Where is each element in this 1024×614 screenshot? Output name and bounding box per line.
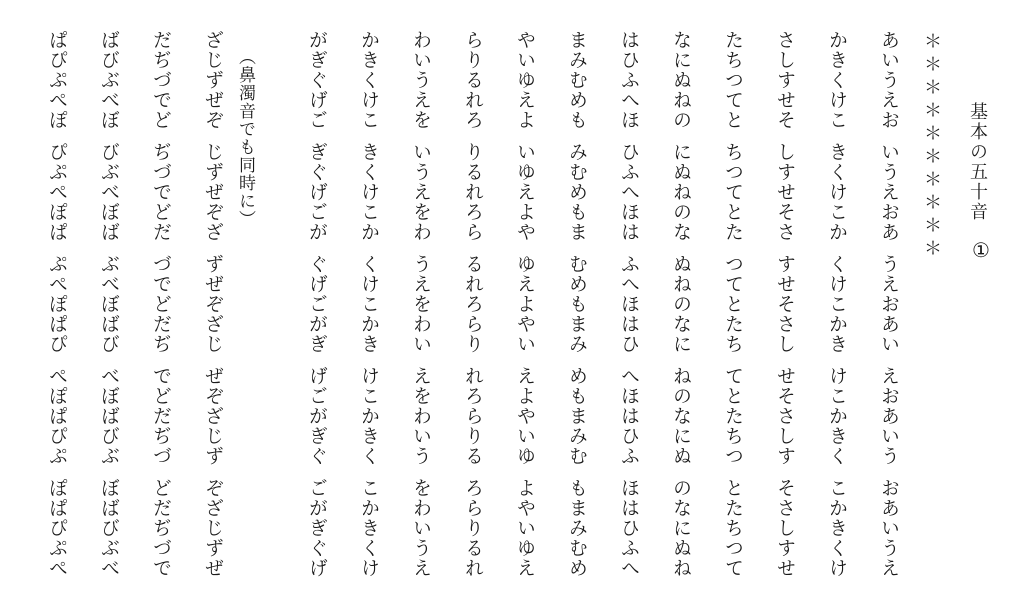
kana-sequence: たちつてと [722, 30, 744, 130]
kana-sequence: るれろらり [462, 254, 484, 354]
page-number: ① [972, 238, 990, 262]
kana-sequence: ぴぷぺぽぱ [46, 142, 68, 242]
kana-sequence: けこかきく [826, 366, 848, 466]
kana-sequence: ひふへほは [618, 142, 640, 242]
kana-sequence: ごがぎぐげ [306, 478, 328, 578]
kana-sequence: ずぜぞざじ [202, 254, 224, 354]
kana-sequence: なにぬねの [670, 30, 692, 130]
kana-sequence: こかきくけ [826, 478, 848, 578]
kana-sequence: むめもまみ [566, 254, 588, 354]
kana-sequence: くけこかき [358, 254, 380, 354]
kana-column [290, 30, 326, 590]
kana-sequence: ばびぶべぼ [98, 30, 120, 130]
kana-sequence: かきくけこ [358, 30, 380, 130]
kana-sequence: ぷぺぽぱぴ [46, 254, 68, 354]
kana-sequence: こかきくけ [358, 478, 380, 578]
kana-sequence: のなにぬね [670, 478, 692, 578]
kana-sequence: ふへほはひ [618, 254, 640, 354]
kana-sequence: きくけこか [826, 142, 848, 242]
kana-column [706, 30, 742, 590]
kana-sequence: ぺぽぱぴぷ [46, 366, 68, 466]
kana-sequence: ぐげごがぎ [306, 254, 328, 354]
kana-sequence: しすせそさ [774, 142, 796, 242]
kana-sequence: あいうえお [878, 30, 900, 130]
kana-sequence: やいゆえよ [514, 30, 536, 130]
kana-sequence: げごがぎぐ [306, 366, 328, 466]
kana-column [758, 30, 794, 590]
kana-sequence: さしすせそ [774, 30, 796, 130]
kana-sequence: らりるれろ [462, 30, 484, 130]
kana-sequence: ざじずぜぞ [202, 30, 224, 130]
kana-sequence: ぎぐげごが [306, 142, 328, 242]
kana-sequence: えよやいゆ [514, 366, 536, 466]
kana-sequence: みむめもま [566, 142, 588, 242]
kana-sequence: りるれろら [462, 142, 484, 242]
kana-sequence: ゆえよやい [514, 254, 536, 354]
kana-sequence: きくけこか [358, 142, 380, 242]
kana-sequence: ぬねのなに [670, 254, 692, 354]
kana-sequence: ぽぱぴぷぺ [46, 478, 68, 578]
kana-sequence: かきくけこ [826, 30, 848, 130]
kana-sequence: せそさしす [774, 366, 796, 466]
kana-column [810, 30, 846, 590]
kana-sequence: すせそさし [774, 254, 796, 354]
kana-sequence: びぶべぼば [98, 142, 120, 242]
kana-sequence: でどだぢづ [150, 366, 172, 466]
kana-sequence: ぜぞざじず [202, 366, 224, 466]
kana-sequence: もまみむめ [566, 478, 588, 578]
asterisk-line: ＊＊＊＊＊＊＊＊＊＊ [921, 32, 942, 262]
kana-sequence: ぶべぼばび [98, 254, 120, 354]
kana-sequence: めもまみむ [566, 366, 588, 466]
kana-sequence: ぱぴぷぺぽ [46, 30, 68, 130]
kana-column [550, 30, 586, 590]
kana-column [134, 30, 170, 590]
page-title: 基本の五十音 [967, 102, 988, 222]
kana-column [498, 30, 534, 590]
kana-sequence: わいうえを [410, 30, 432, 130]
kana-sequence: えをわいう [410, 366, 432, 466]
kana-sequence: そさしすせ [774, 478, 796, 578]
kana-sequence: つてとたち [722, 254, 744, 354]
kana-sequence: えおあいう [878, 366, 900, 466]
kana-column [862, 30, 898, 590]
kana-column [602, 30, 638, 590]
kana-sequence: がぎぐげご [306, 30, 328, 130]
kana-sequence: けこかきく [358, 366, 380, 466]
kana-sequence: ぢづでどだ [150, 142, 172, 242]
kana-sequence: ほはひふへ [618, 478, 640, 578]
kana-column [446, 30, 482, 590]
kana-column [654, 30, 690, 590]
kana-sequence: いゆえよや [514, 142, 536, 242]
kana-sequence: どだぢづで [150, 478, 172, 578]
kana-sequence: いうえをわ [410, 142, 432, 242]
kana-column [394, 30, 430, 590]
kana-sequence: とたちつて [722, 478, 744, 578]
kana-sequence: べぼばびぶ [98, 366, 120, 466]
kana-sequence: てとたちつ [722, 366, 744, 466]
kana-sequence: だぢづでど [150, 30, 172, 130]
kana-column [342, 30, 378, 590]
kana-sequence: ぞざじずぜ [202, 478, 224, 578]
kana-column [186, 30, 222, 590]
kana-sequence: ろらりるれ [462, 478, 484, 578]
kana-sequence: にぬねのな [670, 142, 692, 242]
kana-sequence: れろらりる [462, 366, 484, 466]
kana-sequence: うえをわい [410, 254, 432, 354]
kana-column [30, 30, 66, 590]
kana-sequence: ぼばびぶべ [98, 478, 120, 578]
kana-sequence: うえおあい [878, 254, 900, 354]
kana-sequence: くけこかき [826, 254, 848, 354]
kana-sequence: はひふへほ [618, 30, 640, 130]
kana-sequence: おあいうえ [878, 478, 900, 578]
kana-column [82, 30, 118, 590]
nasal-sound-note: （鼻濁音でも同時に） [235, 48, 255, 228]
kana-sequence: をわいうえ [410, 478, 432, 578]
kana-sequence: じずぜぞざ [202, 142, 224, 242]
kana-sequence: へほはひふ [618, 366, 640, 466]
kana-sequence: よやいゆえ [514, 478, 536, 578]
kana-sequence: づでどだぢ [150, 254, 172, 354]
kana-sequence: ねのなにぬ [670, 366, 692, 466]
kana-sequence: いうえおあ [878, 142, 900, 242]
kana-sequence: まみむめも [566, 30, 588, 130]
kana-sequence: ちつてとた [722, 142, 744, 242]
